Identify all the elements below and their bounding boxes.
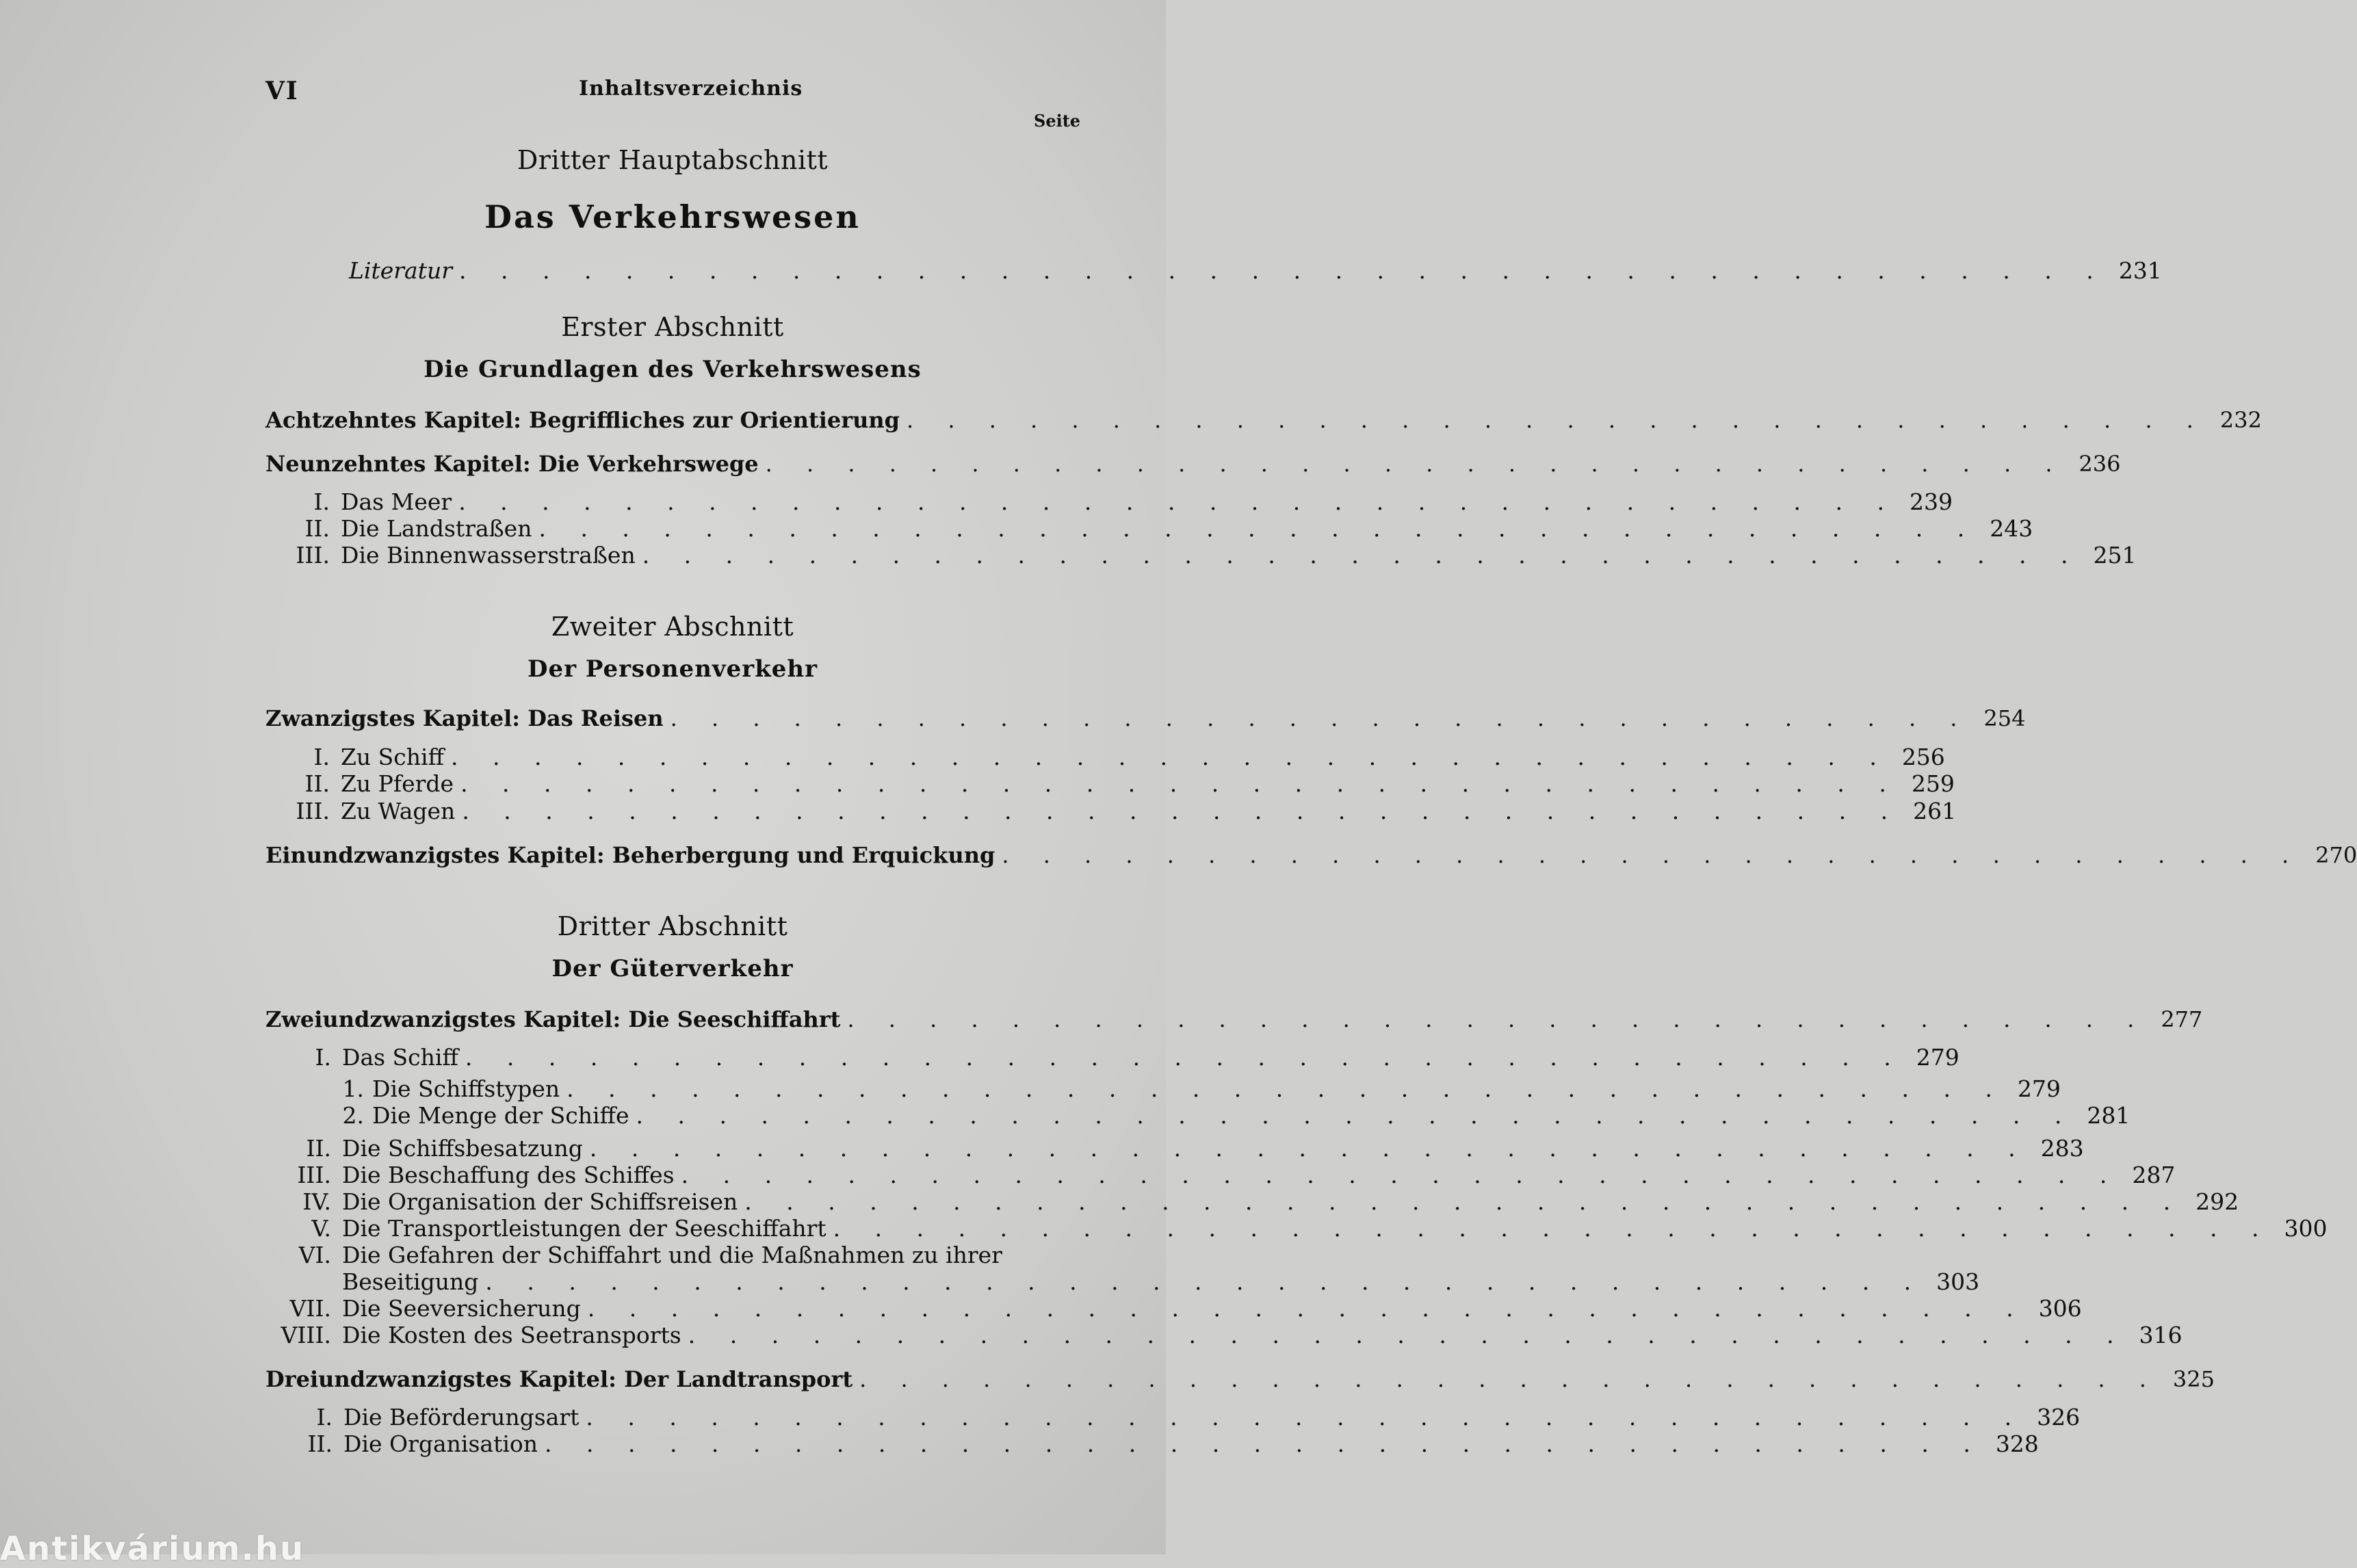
toc-chapter[interactable] [265,406,2262,434]
toc-entry[interactable] [265,1188,2239,1216]
entry-page: 279 [2017,1075,2061,1102]
entry-number: I. [313,488,330,515]
entry-number: VI. [298,1242,331,1268]
page-number: VI [265,77,299,105]
toc-entry[interactable] [265,744,1945,771]
toc-chapter[interactable] [265,450,2121,478]
entry-number: III. [296,542,330,569]
entry-number: II. [307,1430,333,1457]
entry-title: Das Schiff [342,1044,458,1071]
part-title: Das Verkehrswesen [484,198,861,235]
toc-entry[interactable] [265,1135,2084,1162]
toc-entry-page: 231 [2118,257,2162,284]
entry-number: II. [306,1135,331,1162]
entry-title: Die Beförderungsart [343,1404,580,1430]
chapter-title: Achtzehntes Kapitel: Begriffliches zur Orientierung [265,407,900,433]
toc-chapter[interactable] [265,705,2026,732]
chapter-page: 277 [2161,1006,2203,1032]
toc-entry-literature[interactable] [265,257,2162,285]
leader-dots: . . . . . . . . . . . . . . . . . . . . . . . . . . . . . . . . . . . [688,1322,2128,1348]
toc-entry[interactable] [265,542,2137,569]
chapter-page: 254 [1983,705,2026,731]
toc-entry[interactable] [265,798,1957,825]
leader-dots: . . . . . . . . . . . . . . . . . . . . . . . . . . . . . . . . [1002,842,2303,868]
entry-page: 251 [2093,542,2137,569]
entry-number: III. [297,1162,331,1188]
leader-dots: . . . . . . . . . . . . . . . . . . . . . . . . . . . . . . . . [670,705,1971,731]
section-label: Zweiter Abschnitt [551,612,794,642]
entry-title: Die Binnenwasserstraßen [341,542,636,569]
leader-dots: . . . . . . . . . . . . . . . . . . . . . . . . . . . . . . . . . . . [567,1075,2006,1102]
section-title: Der Güterverkehr [551,955,794,982]
section-label: Erster Abschnitt [561,312,784,342]
entry-title: Das Meer [341,488,452,515]
chapter-page: 325 [2172,1366,2215,1392]
leader-dots: . . . . . . . . . . . . . . . . . . . . . . . . . . . . . . . . . . . [485,1268,1925,1295]
leader-dots: . . . . . . . . . . . . . . . . . . . . . . . . . . . . . . . . . . . [636,1102,2076,1129]
entry-page: 326 [2037,1404,2081,1430]
leader-dots: . . . . . . . . . . . . . . . . . . . . . . . . . . . . . . . . . . . [545,1430,1984,1457]
leader-dots: . . . . . . . . . . . . . . . . . . . . . . . . . . . . . . . . . . . [681,1162,2121,1188]
entry-title: Zu Pferde [341,770,454,797]
entry-page: 300 [2284,1215,2328,1242]
toc-subentry[interactable] [265,1102,2131,1129]
toc-chapter[interactable] [265,1006,2203,1033]
entry-title: Die Kosten des Seetransports [342,1322,681,1348]
entry-page: 292 [2196,1188,2239,1215]
leader-dots: . . . . . . . . . . . . . . . . . . . . . . . . . . . . . . . . . . . [451,744,1890,770]
toc-chapter[interactable] [265,1366,2215,1393]
running-title: Inhaltsverzeichnis [579,77,803,101]
entry-page: 303 [1936,1268,1980,1295]
toc-entry[interactable] [265,1322,2183,1349]
entry-title: Zu Schiff [341,744,445,770]
chapter-title: Zweiundzwanzigstes Kapitel: Die Seeschiffahrt [265,1006,841,1032]
entry-title: Die Schiffsbesatzung [342,1135,583,1162]
leader-dots: . . . . . . . . . . . . . . . . . . . . . . . . . . . . . . . . . . . [833,1215,2273,1242]
toc-entry[interactable] [265,1162,2176,1189]
toc-entry[interactable] [265,488,1953,516]
entry-page: 281 [2087,1102,2131,1129]
leader-dots: . . . . . . . . . . . . . . . . . . . . . . . . . . . . . . . . . . . [642,542,2082,569]
entry-title: Die Organisation der Schiffsreisen [342,1188,738,1215]
entry-page: 287 [2132,1162,2176,1188]
entry-number: V. [311,1215,331,1242]
leader-dots: . . . . . . . . . . . . . . . . . . . . . . . . . . . . . . . . [907,407,2207,433]
chapter-title: Einundzwanzigstes Kapitel: Beherbergung und Erquickung [265,842,995,868]
entry-title: Die Transportleistungen der Seeschiffahrt [342,1215,826,1242]
part-label: Dritter Hauptabschnitt [517,145,829,175]
chapter-title: Zwanzigstes Kapitel: Das Reisen [265,705,664,731]
entry-page: 328 [1995,1430,2039,1457]
toc-entry-continuation[interactable] [265,1268,1980,1296]
toc-entry[interactable] [265,1044,1959,1071]
entry-number: I. [316,1404,333,1430]
chapter-title: Neunzehntes Kapitel: Die Verkehrswege [265,451,759,477]
entry-number: VIII. [281,1322,331,1348]
section-label: Dritter Abschnitt [557,911,788,941]
chapter-page: 236 [2079,451,2121,477]
entry-title: Die Gefahren der Schiffahrt und die Maßnahmen zu ihrer [342,1242,1002,1268]
entry-title: Die Seeversicherung [342,1295,581,1322]
section-title: Der Personenverkehr [527,655,818,683]
entry-number: II. [304,770,330,797]
toc-entry[interactable] [265,1215,2328,1242]
page-column-label: Seite [1034,111,1081,131]
leader-dots: . . . . . . . . . . . . . . . . . . . . . . . . . . . . . . . . . . . [587,1295,2027,1322]
leader-dots: . . . . . . . . . . . . . . . . . . . . . . . . . . . . . . . . . . . [589,1135,2029,1162]
entry-number: 2. [342,1102,364,1129]
toc-subentry[interactable] [265,1075,2061,1103]
toc-entry[interactable] [265,515,2033,543]
leader-dots: . . . . . . . . . . . . . . . . . . . . . . . . . . . . . . . . . . . [460,770,1900,797]
watermark: Antikvárium.hu [0,1530,305,1568]
leader-dots: . . . . . . . . . . . . . . . . . . . . . . . . . . . . . . . . [847,1006,2148,1032]
entry-page: 283 [2040,1135,2084,1162]
entry-title: Die Beschaffung des Schiffes [342,1162,675,1188]
entry-page: 279 [1916,1044,1959,1071]
leader-dots: . . . . . . . . . . . . . . . . . . . . . . . . . . . . . . . . . . . . . . . . [459,257,2107,284]
entry-title: Die Landstraßen [341,515,532,542]
section-title: Die Grundlagen des Verkehrswesens [424,356,922,383]
entry-page: 256 [1901,744,1945,770]
toc-entry[interactable] [265,1295,2082,1322]
entry-number: VII. [289,1295,331,1322]
chapter-page: 232 [2219,407,2262,433]
entry-page: 239 [1909,488,1953,515]
entry-number: I. [313,744,330,770]
entry-number: I. [315,1044,331,1071]
leader-dots: . . . . . . . . . . . . . . . . . . . . . . . . . . . . . . . . . . . [538,515,1979,542]
entry-number: IV. [302,1188,331,1215]
entry-page: 306 [2038,1295,2082,1322]
toc-chapter[interactable] [265,841,2357,869]
entry-title: Die Organisation [343,1430,538,1457]
toc-entry[interactable] [265,770,1955,798]
leader-dots: . . . . . . . . . . . . . . . . . . . . . . . . . . . . . . . . . . . [744,1188,2185,1215]
leader-dots: . . . . . . . . . . . . . . . . . . . . . . . . . . . . . . . . . . . [462,798,1902,824]
entry-page: 243 [1990,515,2033,542]
leader-dots: . . . . . . . . . . . . . . . . . . . . . . . . . . . . . . . . [859,1366,2160,1392]
chapter-page: 270 [2315,842,2357,868]
entry-title: Die Menge der Schiffe [372,1102,629,1129]
entry-title: Die Schiffstypen [372,1075,560,1102]
leader-dots: . . . . . . . . . . . . . . . . . . . . . . . . . . . . . . . . . . . [586,1404,2026,1430]
leader-dots: . . . . . . . . . . . . . . . . . . . . . . . . . . . . . . . . [765,451,2066,477]
toc-entry-title: Literatur [349,257,452,284]
leader-dots: . . . . . . . . . . . . . . . . . . . . . . . . . . . . . . . . . . . [458,488,1898,515]
entry-title: Zu Wagen [341,798,456,824]
entry-title: Beseitigung [342,1268,479,1295]
entry-number: II. [304,515,330,542]
entry-page: 261 [1913,798,1957,824]
leader-dots: . . . . . . . . . . . . . . . . . . . . . . . . . . . . . . . . . . . [465,1044,1905,1071]
entry-page: 316 [2139,1322,2183,1348]
toc-entry[interactable] [265,1430,2039,1458]
entry-number: 1. [342,1075,364,1102]
entry-number: III. [296,798,330,824]
toc-entry[interactable] [265,1404,2081,1431]
chapter-title: Dreiundzwanzigstes Kapitel: Der Landtransport [265,1366,853,1392]
toc-entry[interactable] [265,1242,1080,1269]
entry-page: 259 [1911,770,1955,797]
